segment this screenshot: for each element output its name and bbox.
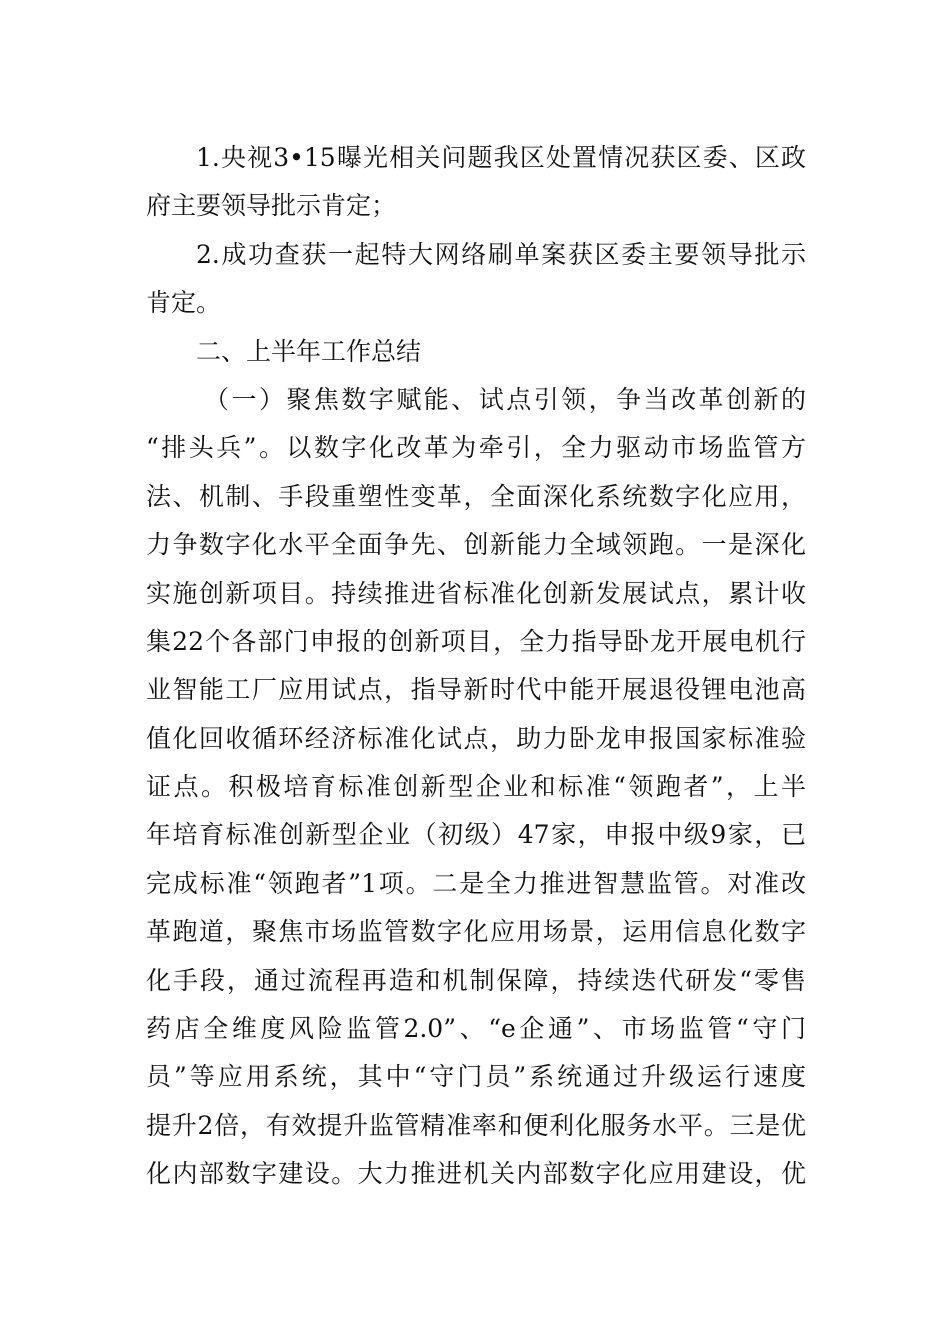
paragraph-line: “排头兵”。以数字化改革为牵引，全力驱动市场监管方 [146,433,806,463]
paragraph-line: 肯定。 [146,288,222,318]
section-heading: 二、上半年工作总结 [196,336,422,366]
paragraph-line: 员”等应用系统，其中“守门员”系统通过升级运行速度 [146,1062,806,1092]
subsection-heading: （一）聚焦数字赋能、试点引领，争当改革创新的 [204,384,806,414]
paragraph-line: 革跑道，聚焦市场监管数字化应用场景，运用信息化数字 [146,917,806,947]
paragraph-line: 完成标准“领跑者”1项。二是全力推进智慧监管。对准改 [146,868,806,898]
paragraph-line: 2.成功查获一起特大网络刷单案获区委主要领导批示 [196,239,806,269]
paragraph-line: 府主要领导批示肯定； [146,191,397,221]
paragraph-line: 业智能工厂应用试点，指导新时代中能开展退役锂电池高 [146,675,806,705]
paragraph-line: 实施创新项目。持续推进省标准化创新发展试点，累计收 [146,578,806,608]
paragraph-line: 1.央视3•15曝光相关问题我区处置情况获区委、区政 [196,143,806,172]
paragraph-line: 提升2倍，有效提升监管精准率和便利化服务水平。三是优 [146,1110,806,1140]
paragraph-line: 集22个各部门申报的创新项目，全力指导卧龙开展电机行 [146,626,806,656]
paragraph-line: 值化回收循环经济标准化试点，助力卧龙申报国家标准验 [146,723,806,753]
paragraph-line: 证点。积极培育标准创新型企业和标准“领跑者”，上半 [146,772,806,802]
paragraph-line: 法、机制、手段重塑性变革，全面深化系统数字化应用， [146,481,806,511]
paragraph-line: 化手段，通过流程再造和机制保障，持续迭代研发“零售 [146,965,806,995]
paragraph-line: 化内部数字建设。大力推进机关内部数字化应用建设，优 [146,1159,806,1189]
paragraph-line: 力争数字化水平全面争先、创新能力全域领跑。一是深化 [146,530,806,560]
body-text [146,134,806,1199]
paragraph-line: 年培育标准创新型企业（初级）47家，申报中级9家，已 [146,820,806,850]
paragraph-line: 药店全维度风险监管2.0”、“e企通”、市场监管“守门 [146,1014,806,1044]
